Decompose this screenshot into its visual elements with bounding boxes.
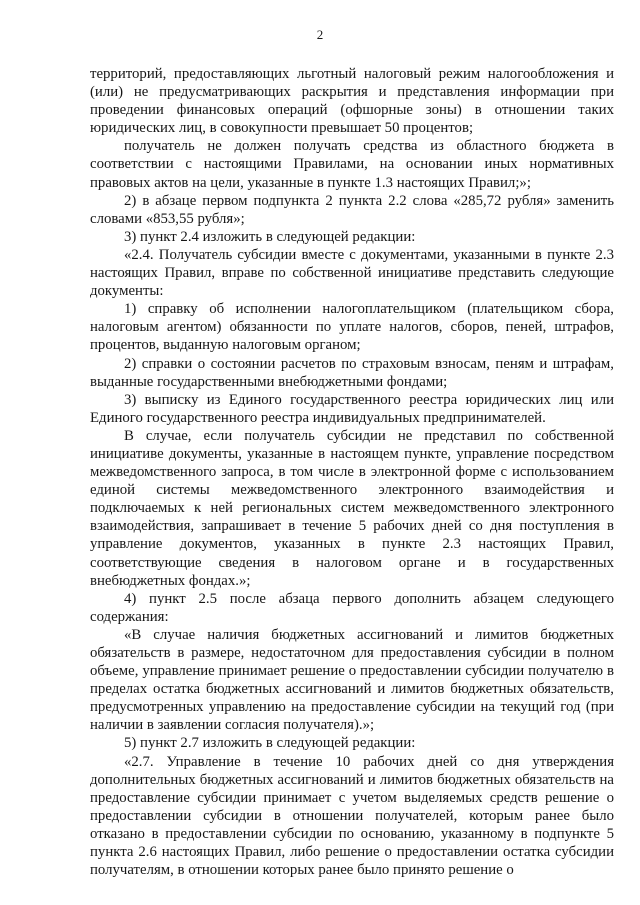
paragraph: В случае, если получатель субсидии не представил по собственной инициативе документы, указанные в настоящем пункте, управление посредством межведомственного запроса, в том числе в электронной форме с использованием единой системы межведомственного электронного взаимодействия и подключаемых к ней региональных систем межведомственного электронного взаимодействия, запрашивает в течение 5 рабочих дней со дня поступления в управление документов, указанных в пункте 2.3 настоящих Правил, соответствующие сведения в налоговом органе и в государственных внебюджетных фондах.»; (90, 427, 614, 589)
paragraph: 1) справку об исполнении налогоплательщиком (плательщиком сбора, налоговым агентом) обязанности по уплате налогов, сборов, пеней, штрафов, процентов, выданную налоговым органом; (90, 301, 614, 354)
page-number: 2 (316, 27, 324, 42)
paragraph: «2.7. Управление в течение 10 рабочих дней со дня утверждения дополнительных бюджетных ассигнований и лимитов бюджетных обязательств на предоставление субсидии принимает с учетом выделяемых средств решение о предоставлении субсидии в отношении получателей, которым ранее было отказано в предоставлении субсидии по основанию, указанному в подпункте 5 пункта 2.6 настоящих Правил, либо решение о предоставлении остатка субсидии получателям, в отношении которых ранее было принято решение о (90, 753, 614, 879)
paragraph: «2.4. Получатель субсидии вместе с документами, указанными в пункте 2.3 настоящих Правил, вправе по собственной инициативе представить следующие документы: (90, 246, 614, 300)
paragraph: 3) выписку из Единого государственного реестра юридических лиц или Единого государственного реестра индивидуальных предпринимателей. (90, 391, 614, 426)
paragraph: территорий, предоставляющих льготный налоговый режим налогообложения и (или) не предусматривающих раскрытия и представления информации при проведении финансовых операций (офшорные зоны) в отношении таких юридических лиц, в совокупности превышает 50 процентов; (90, 66, 614, 137)
paragraph: 4) пункт 2.5 после абзаца первого дополнить абзацем следующего содержания: (90, 590, 614, 625)
paragraph: 2) справки о состоянии расчетов по страховым взносам, пеням и штрафам, выданные государственными внебюджетными фондами; (90, 355, 614, 390)
document-body (90, 65, 614, 879)
paragraph: 3) пункт 2.4 изложить в следующей редакции: (124, 228, 416, 245)
paragraph: «В случае наличия бюджетных ассигнований и лимитов бюджетных обязательств в размере, недостаточном для предоставления субсидии в полном объеме, управление принимает решение о предоставлении субсидии получателю в пределах остатка бюджетных ассигнований и лимитов бюджетных обязательств, предусмотренных управлению на предоставление субсидии на текущий год (при наличии в заявлении согласия получателя).»; (90, 626, 614, 734)
paragraph: 2) в абзаце первом подпункта 2 пункта 2.2 слова «285,72 рубля» заменить словами «853,55 рубля»; (90, 192, 614, 227)
paragraph: 5) пункт 2.7 изложить в следующей редакции: (124, 735, 416, 752)
paragraph: получатель не должен получать средства из областного бюджета в соответствии с настоящими Правилами, на основании иных нормативных правовых актов на цели, указанные в пункте 1.3 настоящих Правил;»; (90, 138, 614, 191)
